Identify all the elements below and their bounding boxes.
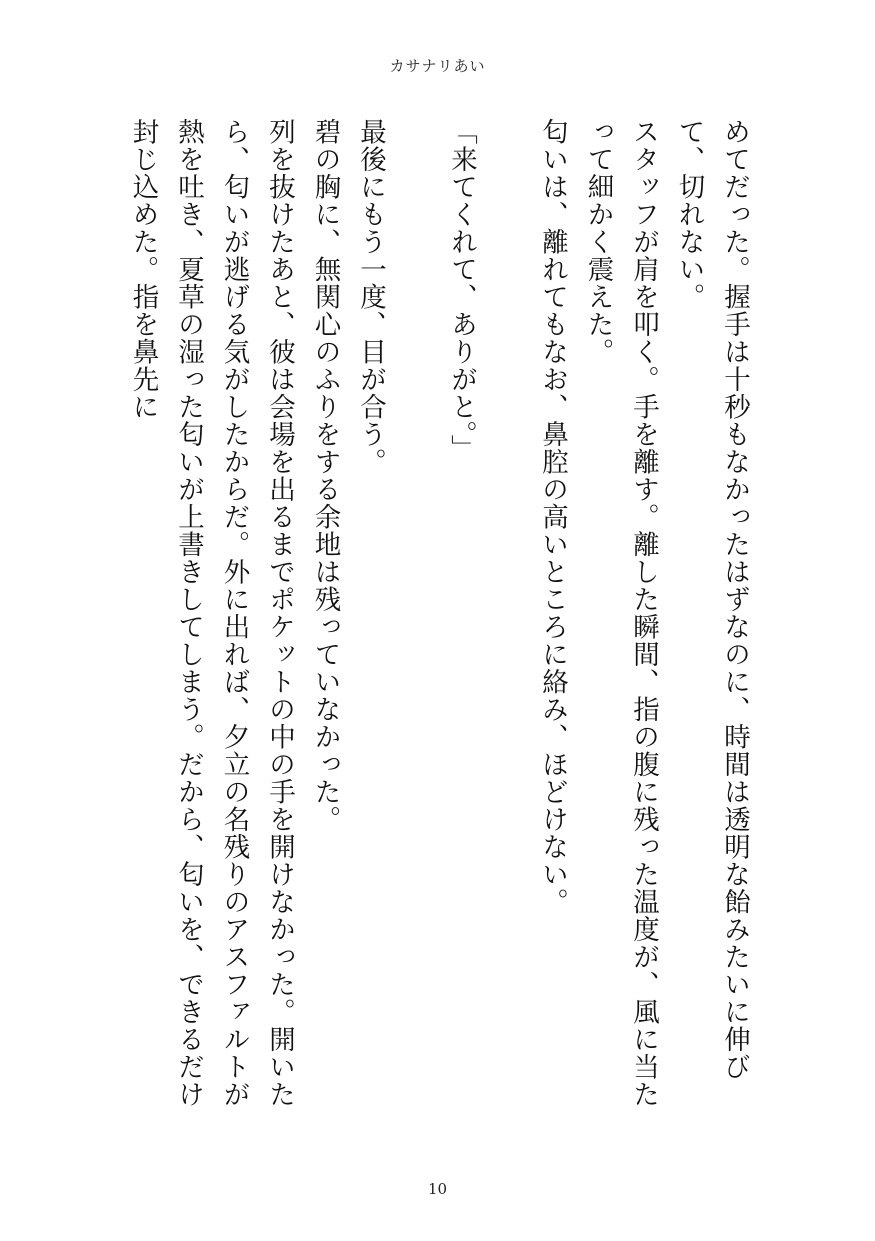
paragraph: 最後にもう一度、目が合う。 (355, 118, 386, 476)
body-text-column (120, 118, 757, 1128)
blank-line (393, 118, 439, 1128)
page-number: 10 (427, 1180, 448, 1198)
paragraph: 列を抜けたあと、彼は会場を出るまでポケットの中の手を開けなかった。開いたら、匂いが逃げる気がしたからだ。外に出れば、夕立の名残りのアスファルトが熱を吐き、夏草の湿った匂いが上書きしてしまう。だから、匂いを、できるだけ封じ込めた。指を鼻先に (127, 118, 295, 1108)
paragraph: 碧の胸に、無関心のふりをする余地は残っていなかった。 (309, 118, 341, 833)
dialogue-line: 「来てくれて、ありがと。」 (446, 118, 477, 463)
paragraph: めてだった。握手は十秒もなかったはずなのに、時間は透明な飴みたいに伸びて、切れない。 (673, 118, 750, 1081)
blank-line (484, 118, 530, 1128)
paragraph: スタッフが肩を叩く。手を離す。離した瞬間、指の腹に残った温度が、風に当たって細かく震えた。 (582, 118, 659, 1108)
running-header-author: カサナリあい (389, 57, 486, 75)
paragraph: 匂いは、離れてもなお、鼻腔の高いところに絡み、ほどけない。 (537, 118, 568, 916)
